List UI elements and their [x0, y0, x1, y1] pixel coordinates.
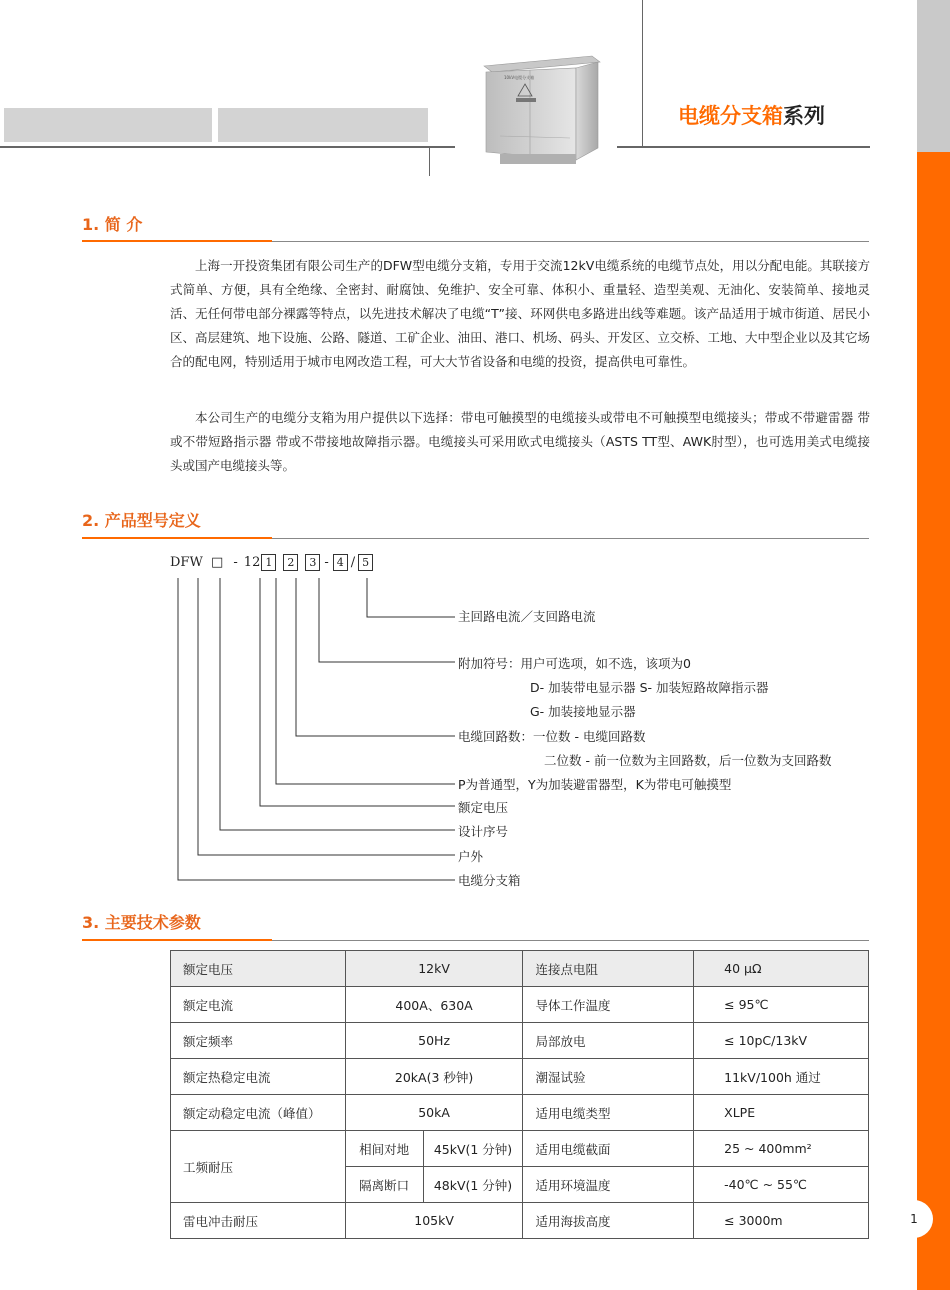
model-code: DFW □ - 12 1 2 3 - 4 / 5 — [170, 554, 374, 571]
table-row — [171, 1023, 869, 1059]
def-circuit-count: 电缆回路数：一位数 - 电缆回路数 — [458, 729, 646, 744]
table-row — [171, 1203, 869, 1239]
section-rule-accent-1 — [82, 240, 272, 242]
param-value: 50kA — [345, 1095, 523, 1131]
def-type: P为普通型，Y为加装避雷器型，K为带电可触摸型 — [458, 777, 732, 792]
model-definition-diagram — [170, 570, 460, 890]
def-design-seq: 设计序号 — [458, 824, 509, 839]
def-cable-box: 电缆分支箱 — [458, 873, 521, 888]
param-name: 潮湿试验 — [523, 1059, 694, 1095]
cabinet-image — [470, 48, 620, 173]
param-value: ≤ 3000m — [694, 1203, 869, 1239]
def-circuit-count-two-digit: 二位数 - 前一位数为主回路数，后一位数为支回路数 — [544, 753, 832, 768]
def-extra-symbol: 附加符号：用户可选项，如不选，该项为0 — [458, 656, 691, 671]
header-rule-right — [617, 146, 870, 148]
param-subname: 相间对地 — [345, 1131, 423, 1167]
param-value: XLPE — [694, 1095, 869, 1131]
table-row — [171, 987, 869, 1023]
param-name: 适用海拔高度 — [523, 1203, 694, 1239]
section-title-intro: 1. 简 介 — [82, 215, 143, 234]
param-value: 400A、630A — [345, 987, 523, 1023]
header-rule-left — [0, 146, 455, 148]
param-value: ≤ 95℃ — [694, 987, 869, 1023]
header-grey-block-1 — [4, 108, 212, 142]
def-extra-option-1: D- 加装带电显示器 S- 加装短路故障指示器 — [530, 680, 769, 695]
table-row — [171, 1095, 869, 1131]
param-name: 额定热稳定电流 — [171, 1059, 346, 1095]
param-name: 额定电压 — [171, 951, 346, 987]
header-grey-block-2 — [218, 108, 428, 142]
def-extra-option-2: G- 加装接地显示器 — [530, 704, 636, 719]
side-bar-orange — [917, 152, 950, 1290]
section-rule-accent-3 — [82, 939, 272, 941]
param-name: 额定动稳定电流（峰值） — [171, 1095, 346, 1131]
table-row — [171, 951, 869, 987]
series-title: 电缆分支箱系列 — [678, 104, 825, 128]
def-rated-voltage: 额定电压 — [458, 800, 509, 815]
param-name: 导体工作温度 — [523, 987, 694, 1023]
param-subname: 隔离断口 — [345, 1167, 423, 1203]
param-name: 额定频率 — [171, 1023, 346, 1059]
param-value: -40℃ ~ 55℃ — [694, 1167, 869, 1203]
param-value: 105kV — [345, 1203, 523, 1239]
intro-paragraph-2: 本公司生产的电缆分支箱为用户提供以下选择：带电可触摸型的电缆接头或带电不可触摸型电缆接头；带或不带避雷器 带或不带短路指示器 带或不带接地故障指示器。电缆接头可采用欧式电缆接头（ASTS TT型、AWK肘型），也可选用美式电缆接头或国产电缆接头等。 — [170, 410, 870, 473]
param-value: 50Hz — [345, 1023, 523, 1059]
section-title-model: 2. 产品型号定义 — [82, 511, 201, 530]
def-outdoor: 户外 — [458, 849, 484, 864]
side-bar-grey — [917, 0, 950, 152]
param-value: 40 μΩ — [694, 951, 869, 987]
header-divider-1 — [429, 148, 430, 176]
param-name: 额定电流 — [171, 987, 346, 1023]
param-name: 局部放电 — [523, 1023, 694, 1059]
param-value: 45kV(1 分钟) — [423, 1131, 523, 1167]
param-name: 连接点电阻 — [523, 951, 694, 987]
def-main-branch-current: 主回路电流／支回路电流 — [458, 609, 596, 624]
page-number: 1 — [895, 1200, 933, 1238]
param-name: 适用环境温度 — [523, 1167, 694, 1203]
param-name: 适用电缆类型 — [523, 1095, 694, 1131]
params-table — [170, 950, 869, 1239]
param-value: 20kA(3 秒钟) — [345, 1059, 523, 1095]
param-value: ≤ 10pC/13kV — [694, 1023, 869, 1059]
param-name: 适用电缆截面 — [523, 1131, 694, 1167]
section-title-params: 3. 主要技术参数 — [82, 913, 201, 932]
param-value: 48kV(1 分钟) — [423, 1167, 523, 1203]
header-divider-2 — [642, 0, 643, 148]
param-value: 25 ~ 400mm² — [694, 1131, 869, 1167]
section-rule-accent-2 — [82, 537, 272, 539]
table-row — [171, 1131, 869, 1167]
param-name: 工频耐压 — [171, 1131, 346, 1203]
param-value: 12kV — [345, 951, 523, 987]
cabinet-label: 10kV电缆分支箱 — [504, 75, 535, 80]
table-row — [171, 1059, 869, 1095]
intro-paragraph-1: 上海一开投资集团有限公司生产的DFW型电缆分支箱，专用于交流12kV电缆系统的电缆节点处，用以分配电能。其联接方式简单、方便，具有全绝缘、全密封、耐腐蚀、免维护、安全可靠、体积小、重量轻、造型美观、无油化、安装简单、接地灵活、无任何带电部分裸露等特点，以先进技术解决了电缆“T”接、环网供电多路进出线等难题。该产品适用于城市街道、居民小区、高层建筑、地下设施、公路、隧道、工矿企业、油田、港口、机场、码头、开发区、立交桥、工地、大中型企业以及其它场合的配电网，特别适用于城市电网改造工程，可大大节省设备和电缆的投资，提高供电可靠性。 — [170, 258, 871, 369]
param-value: 11kV/100h 通过 — [694, 1059, 869, 1095]
param-name: 雷电冲击耐压 — [171, 1203, 346, 1239]
